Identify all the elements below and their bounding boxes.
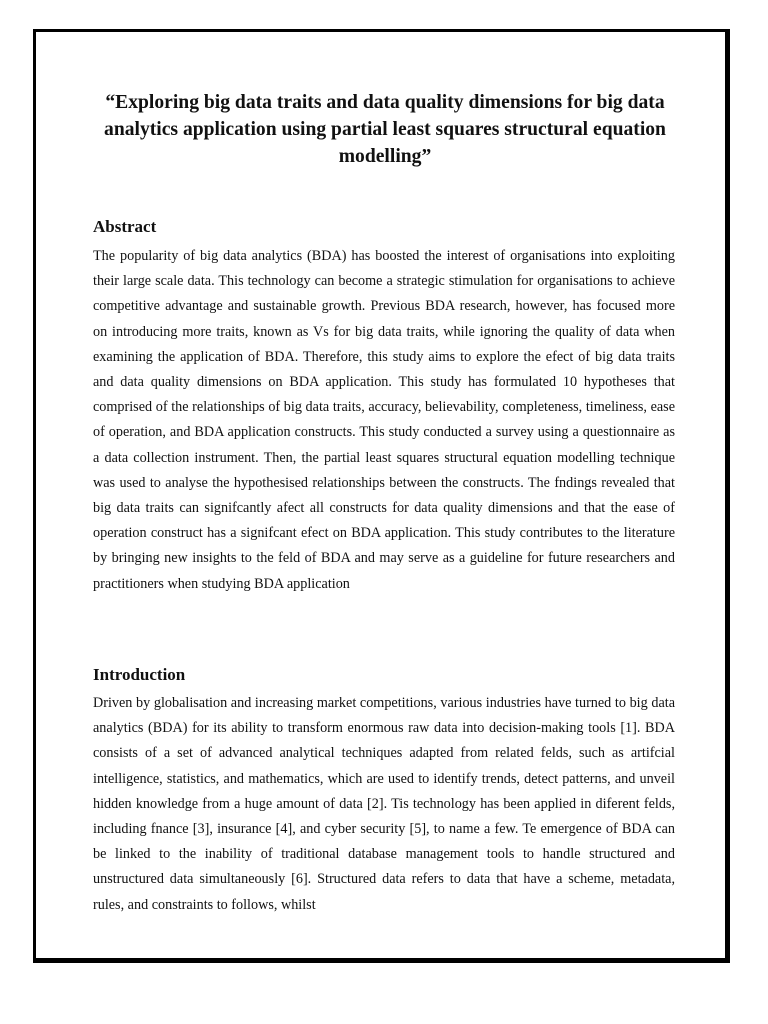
abstract-paragraph: The popularity of big data analytics (BDA) has boosted the interest of organisations into exploiting their large scale data. This technology can become a strategic stimulation for organisations to achieve competitive advantage and sustainable growth. Previous BDA research, however, has focused more on introducing more traits, known as Vs for big data traits, while ignoring the quality of data when examining the application of BDA. Therefore, this study aims to explore the efect of big data traits and data quality dimensions on BDA application. This study has formulated 10 hypotheses that comprised of the relationships of big data traits, accuracy, believability, completeness, timeliness, ease of operation, and BDA application constructs. This study conducted a survey using a questionnaire as a data collection instrument. Then, the partial least squares structural equation modelling technique was used to analyse the hypothesised relationships between the constructs. The fndings revealed that big data traits can signifcantly afect all constructs for data quality dimensions and that the ease of operation construct has a signifcant efect on BDA application. This study contributes to the literature by bringing new insights to the feld of BDA and may serve as a guideline for future researchers and practitioners when studying BDA application <box>93 248 675 592</box>
introduction-heading: Introduction <box>93 665 186 684</box>
abstract-heading: Abstract <box>93 217 157 236</box>
introduction-paragraph: Driven by globalisation and increasing market competitions, various industries have turned to big data analytics (BDA) for its ability to transform enormous raw data into decision-making tools [1]. BDA consists of a set of advanced analytical techniques adapted from related felds, such as artifcial intelligence, statistics, and mathematics, which are used to identify trends, detect patterns, and unveil hidden knowledge from a huge amount of data [2]. Tis technology has been applied in diferent felds, including fnance [3], insurance [4], and cyber security [5], to name a few. Te emergence of BDA can be linked to the inability of traditional database management tools to handle structured and unstructured data simultaneously [6]. Structured data refers to data that have a scheme, metadata, rules, and constraints to follows, whilst <box>93 695 675 913</box>
document-title: “Exploring big data traits and data quality dimensions for big data analytics application using partial least squares structural equation modelling” <box>104 92 666 167</box>
